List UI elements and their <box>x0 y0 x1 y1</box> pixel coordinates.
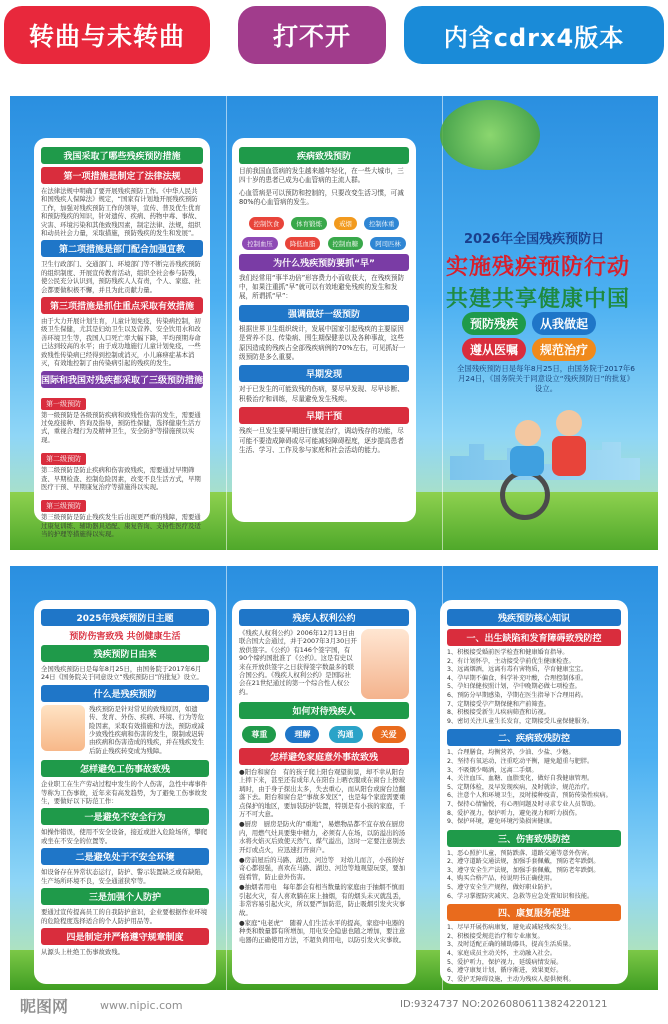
panel-title: 残疾预防核心知识 <box>447 609 621 626</box>
fold-line <box>226 566 227 990</box>
intro-text: 心血管病是可以预防和控制的，只要改变生活习惯，可减80%的心血管病的发生。 <box>239 188 404 207</box>
subsection-text: 要通过宣传提高员工的自我防护意识，企业要根据作业环境的危险程度选择适合的个人防护用品等。 <box>41 908 208 925</box>
section-text: 由于大力开展计划生育，儿童计划免疫，传染病控制，初级卫生保健，尤其是妇幼卫生以及营养、安全饮用水和改善环境卫生等，我国人口死亡率大幅下降，平均预期寿命已达到较高的水平；由于成功地施行儿童计划免疫，一些致残性传染病已经得到控制或消灭，小儿麻痹症基本消灭，有效地控制了由传染病引起的残疾的发生。 <box>41 317 201 368</box>
list-item: 2、有计划怀孕，主动接受孕前优生健康检查。 <box>447 657 575 665</box>
attitude-pill: 理解 <box>285 726 319 743</box>
list-item: 3、远离烟酒，远离有毒有害物质，孕育健康宝宝。 <box>447 666 588 674</box>
panel-prevention-day <box>34 600 216 984</box>
list-item: 4、孕早期不偏食，科学补充叶酸，合理控制体重。 <box>447 674 588 682</box>
hazard-item: ●家庭“电老虎” 随着人们生活水平的提高，家庭中电器的种类和数量都有所增加，用电安全隐患也随之增加，要注意电器的正确使用方法，不超负荷用电，以防引发火灾事故。 <box>239 918 406 944</box>
level-badge: 第二级预防 <box>41 453 86 465</box>
level-text: 第三级预防是防止残疾发生后出现更严重的残障，需要通过康复训练、辅助器具适配、康复咨询、支持性医疗及适当的护理等措施得以实现。 <box>41 513 201 539</box>
list-item: 6、学习掌握防灾减灾、急救等应急处置知识和技能。 <box>447 892 594 900</box>
list-item: 1、积极接受婚前医学检查和健康婚育指导。 <box>447 649 569 656</box>
list-item: 6、遵守康复计划，循序渐进，效果更好。 <box>447 967 563 975</box>
section-heading: 国际和我国对残疾都采取了三级预防措施 <box>41 371 203 388</box>
knowledge-list <box>447 649 621 726</box>
list-item: 2、遵守道路交通法规，加强手套佩戴，预防老年跌倒。 <box>447 858 600 866</box>
panel-disease-prevention <box>232 138 416 522</box>
level-badge: 第三级预防 <box>41 500 86 512</box>
list-item: 5、遵守安全生产规程，做好职业防护。 <box>447 884 557 892</box>
list-item: 8、爱护视力，保护听力，避免视力和听力损伤。 <box>447 809 581 817</box>
panel-core-knowledge <box>440 600 628 984</box>
habit-chip: 戒烟 <box>334 217 357 230</box>
slogan-tag: 从我做起 <box>532 312 596 335</box>
list-item: 5、定期体检，及早发现疾病，及时就诊，规范治疗。 <box>447 783 594 791</box>
level-text: 第二级预防是防止疾病和伤害致残疾，需要通过早期筛查、早期检查、控制危险因素，改变不良生活方式，早期医疗干预、早期康复治疗等措施得以实现。 <box>41 466 201 491</box>
level-text: 第一级预防是各级预防疾病和致残性伤害的发生，需要通过免疫接种、咨询及指导，预防性保健，选择健康生活方式，重视合理行为及精神卫生，安全防护等措施预以实现。 <box>41 410 201 444</box>
list-item: 4、购买合格产品，按说明书正确使用。 <box>447 875 557 883</box>
list-item: 1、尽早开展伤病康复，避免或减轻残疾发生。 <box>447 924 575 932</box>
list-item: 9、保护环境，避免环境污染损害健康。 <box>447 818 557 826</box>
tag-cdr-version: 内含cdrx4版本 <box>404 6 664 64</box>
subsection-heading: 三是加强个人防护 <box>41 888 209 905</box>
knowledge-list <box>447 850 621 902</box>
attitude-pills <box>239 722 409 745</box>
list-item: 7、爱护无障碍设施，主动为残疾人提供便利。 <box>447 975 575 983</box>
wheelchair-illustration <box>361 629 409 699</box>
section-heading: 四、康复服务促进 <box>447 904 621 921</box>
list-item: 2、坚持有氧运动，注重吃动平衡，避免超重与肥胖。 <box>447 757 594 765</box>
hazard-item: ●抽烟者用电 每年都会有相当数量的家庭由于抽烟不慎而引起火灾，有人喜欢躺在床上抽烟，有的烟头未灭就乱丢，非常容易引起火灾，所以要严加防范，防止吸烟引发火灾事故。 <box>239 883 406 917</box>
habit-chip: 控制体重 <box>364 217 400 230</box>
list-item: 3、不吸烟少喝酒，远离二手烟。 <box>447 766 538 774</box>
section-text: 在法律法规中明确了要开展残疾预防工作。《中华人民共和国残疾人保障法》规定，“国家有计划地开展残疾预防工作，加强对残疾预防工作的领导，宣传、普及优生优育和预防残疾的知识，针对遗传、疾病、药物中毒、事故、灾害、环境污染和其他致残因素，制定法律、法规，组织和动员社会力量，采取措施，预防残疾的发生和发展”。 <box>41 187 201 238</box>
section-heading: 如何对待残疾人 <box>239 702 409 719</box>
slogan-tag: 预防残疾 <box>462 312 526 335</box>
tag-convert-curves: 转曲与未转曲 <box>4 6 210 64</box>
section-heading: 第二项措施是部门配合加强宣教 <box>41 240 203 257</box>
leaves-decoration <box>440 100 540 170</box>
panel-title: 2025年残疾预防日主题 <box>41 609 209 626</box>
knowledge-list <box>447 924 621 984</box>
subsection-text: 从源头上杜绝工伤事故致残。 <box>41 947 125 956</box>
family-illustration <box>41 705 85 751</box>
section-heading: 怎样避免工伤事故致残 <box>41 760 209 777</box>
list-item: 6、注意个人和环境卫生，及时接种疫苗，预防传染性疾病。 <box>447 792 612 800</box>
watermark-logo: 昵图网 <box>20 997 69 1016</box>
slogan-row-2 <box>462 338 596 361</box>
habit-chip: 阿司匹林 <box>370 237 406 250</box>
hazard-item: ●阳台和窗台 有的孩子爬上阳台观望街景，却不幸从阳台上摔下来，甚至还有成年人在阳台上晒衣服或在窗台上擦玻璃时，由于身子探出太多，失去重心，而从阳台或窗台边翻落下去。阳台和窗台是“事故多发区”，也是每个家庭需要重点保护的地区，要加装防护装置，特别是有小孩的家庭，千万不可大意。 <box>239 768 406 819</box>
list-item: 4、关注血压、血糖、血脂变化，做好自我健康管理。 <box>447 775 594 783</box>
subsection-heading: 一是避免不安全行为 <box>41 808 209 825</box>
section-heading: 一、出生缺陷和发育障碍致残防控 <box>447 629 621 646</box>
child-body <box>510 446 544 476</box>
cover-year-title: 2026年全国残疾预防日 <box>464 232 605 247</box>
fold-line <box>442 96 443 550</box>
list-item: 5、孕妇保健按照计划，孕中晚期必做七项检查。 <box>447 683 581 691</box>
section-heading: 强调做好一级预防 <box>239 305 409 322</box>
convention-text: 《残疾人权利公约》2006年12月13日由联合国大会通过，并于2007年3月30日开放供签字。《公约》有146个签字国，有90个缔约国批准了《公约》。这是有史以来在开放供签字之日获得签字数最多的联合国公约。《残疾人权利公约》是国际社会在21世纪通过的第一个综合性人权公约。 <box>239 629 357 696</box>
slogan-tag: 规范治疗 <box>532 338 596 361</box>
section-text: 卫生行政部门、交通部门、环境部门等不断完善残疾预防的组织制度、开展宣传教育活动，组织全社会参与防残，使公民充分认识到，预防残疾人人有责，个人、家庭、社会都要做积极不懈，并且为此贡献力量。 <box>41 260 201 294</box>
panel-rights-convention <box>232 600 416 984</box>
theme-slogan: 预防伤害致残 共创健康生活 <box>69 632 181 642</box>
slogan-tag: 遵从医嘱 <box>462 338 526 361</box>
panel-title: 疾病致残预防 <box>239 147 409 164</box>
section-heading: 二、疾病致残防控 <box>447 729 621 746</box>
watermark-id: ID:9324737 NO:20260806113824220121 <box>400 999 608 1010</box>
child-body <box>552 436 586 476</box>
attitude-pill: 尊重 <box>242 726 276 743</box>
wheelchair-wheel <box>500 470 550 520</box>
list-item: 6、预防分早期感染，孕期在医生指导下合理用药。 <box>447 691 588 699</box>
habit-chip: 控制血糖 <box>328 237 364 250</box>
hazard-item: ●厨房 厨房是防火的“重地”，易燃物品都不宜存放在厨房内，用燃气灶具要集中精力，必须有人在场，以防溢出的汤水将火焰灭后致使天然气、煤气溢出，这时一定要注意别去开灯或点火，应迅速打开窗户。 <box>239 820 406 854</box>
section-text: 根据世界卫生组织统计，发展中国家引起残疾的主要原因是营养不良、传染病、围生期保健差以及各种事故，这些原因造成的残疾占全部残疾病例的70%左右，可见抓好一级预防是多么重要。 <box>239 324 406 362</box>
list-item: 3、遵守安全生产法规，加强手套佩戴，预防老年跌倒。 <box>447 866 600 874</box>
cover-title-1: 实施残疾预防行动 <box>446 255 631 280</box>
list-item: 8、积极接受新生儿疾病筛查和访视。 <box>447 709 550 717</box>
list-item: 3、及时适配正确的辅助器具，提高生活质量。 <box>447 941 575 949</box>
cover-title-2: 共建共享健康中国 <box>446 287 631 312</box>
section-text: 我们经常用“事半功倍”形容费力小而收获大，在残疾预防中，如果注重抓“早”就可以有效地避免残疾的发生和发展，所谓抓“早”： <box>239 273 405 301</box>
habit-chip: 体育锻炼 <box>291 217 327 230</box>
section-heading: 三、伤害致残防控 <box>447 830 621 847</box>
child-face <box>556 410 582 436</box>
section-heading: 第一项措施是制定了法律法规 <box>41 167 203 184</box>
slogan-row-1 <box>462 312 596 335</box>
fold-line <box>226 96 227 550</box>
knowledge-list <box>447 749 621 826</box>
list-item: 1、合理膳食，均衡营养，少油、少盐、少糖。 <box>447 749 575 757</box>
level-badge: 第一级预防 <box>41 398 86 410</box>
section-text: 残疾预防是针对常见的致残原因，如遗传、发育、外伤、疾病、环境、行为等危险因素，采取有效措施和方法，预防或减少致残性疾病和伤害的发生，限制或迟转由疾病和伤害造成的残疾，并在残疾发生后防止残疾转变成为残障。 <box>89 704 205 755</box>
list-item: 1、恶心照护儿童，预防跌落、道路交通等意外伤害。 <box>447 849 594 857</box>
section-heading: 残疾预防日由来 <box>41 645 209 662</box>
intro-text: 目前我国血管病的发生越来越年轻化，在一些大城市，三四十岁的患者已成为心血管病的主流人群。 <box>239 167 404 185</box>
list-item: 5、爱护听力，保护视力，延缓病情发展。 <box>447 958 563 966</box>
section-heading: 早期干预 <box>239 407 409 424</box>
section-heading: 为什么残疾预防要抓“早” <box>239 254 409 271</box>
list-item: 2、积极接受规范治疗和专业康复。 <box>447 932 544 940</box>
section-text: 对于已发生的可能致残的伤病，要尽早发现、尽早诊断、积极治疗和训练，尽量避免发生残疾。 <box>239 385 404 403</box>
habit-chip: 控制饮食 <box>249 217 285 230</box>
section-text: 企业职工在生产劳动过程中发生的个人伤害，急性中毒事件等称为工伤事故，近年来有高发趋势，为了避免工伤事故发生，要做好以下防范工作： <box>41 780 208 806</box>
habit-chip: 控制血压 <box>242 237 278 250</box>
subsection-text: 如操作错误，使用不安全设备，接近或进入危险场所，攀爬或坐在不安全的位置等。 <box>41 828 208 845</box>
section-heading: 第三项措施是抓住重点采取有效措施 <box>41 297 203 314</box>
section-heading: 什么是残疾预防 <box>41 685 209 702</box>
section-heading: 怎样避免家庭意外事故致残 <box>239 748 409 765</box>
cover-note: 全国残疾预防日是每年8月25日，由国务院于2017年6月24日，《国务院关于同意设立“残疾预防日”的批复》设立。 <box>456 364 636 393</box>
list-item: 9、密切关注儿童生长发育，定期接受儿童保健服务。 <box>447 717 594 725</box>
section-text: 残疾一旦发生要早期进行康复治疗，调动残存的功能，尽可能不要造成障碍或尽可能减轻障碍程度，逐步提高患者生活、学习、工作及参与家庭和社会活动的能力。 <box>239 427 404 455</box>
tag-cannot-open: 打不开 <box>238 6 386 64</box>
panel-prevention-measures <box>34 138 210 539</box>
list-item: 4、家庭成员主动关怀，主动融入社会。 <box>447 950 557 958</box>
attitude-pill: 沟通 <box>329 726 363 743</box>
subsection-heading: 四是制定并严格遵守规章制度 <box>41 928 209 945</box>
subsection-heading: 二是避免处于不安全环境 <box>41 848 209 865</box>
section-heading: 早期发现 <box>239 365 409 382</box>
subsection-text: 如设备存在异常状态运行，防护、警示装置缺乏或有缺陷，生产场所环境不良，安全通道狭窄等。 <box>41 868 208 885</box>
child-face <box>515 420 541 446</box>
watermark-url: www.nipic.com <box>100 999 183 1012</box>
attitude-pill: 关爱 <box>372 726 406 743</box>
panel-title: 残疾人权利公约 <box>239 609 409 626</box>
habit-chips <box>239 211 409 251</box>
hazard-item: ●房前屋后的马路、湖边、河边等 对幼儿而言，小孩的好奇心都很强，喜欢在马路、湖边、河边等地观望玩耍，要加强看管，防止意外伤害。 <box>239 856 406 881</box>
panel-title: 我国采取了哪些残疾预防措施 <box>41 147 203 164</box>
habit-chip: 降低血脂 <box>285 237 321 250</box>
section-text: 全国残疾预防日是每年8月25日，由国务院于2017年6月24日《国务院关于同意设立“残疾预防日”的批复》设立。 <box>41 665 203 682</box>
list-item: 7、定期接受孕产期保健和产前筛查。 <box>447 700 550 708</box>
list-item: 7、保持心情愉悦，有心理问题及时寻求专业人员帮助。 <box>447 800 600 808</box>
